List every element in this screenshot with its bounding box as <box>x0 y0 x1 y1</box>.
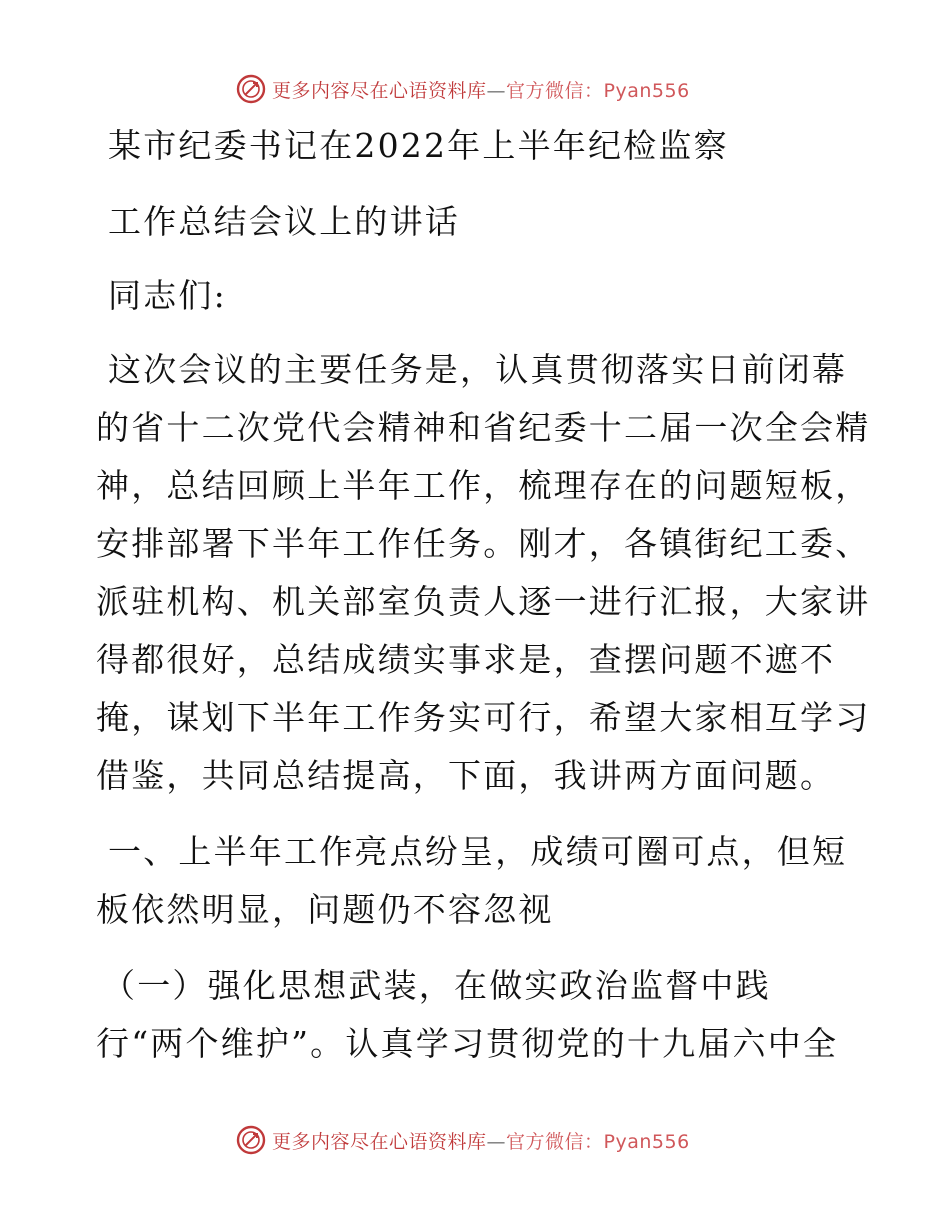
salutation: 同志们: <box>108 276 227 315</box>
watermark-banner-top <box>236 72 690 106</box>
paragraph-line: 的省十二次党代会精神和省纪委十二届一次全会精 <box>96 408 871 447</box>
seal-logo-icon <box>236 74 266 104</box>
paragraph-line: 这次会议的主要任务是，认真贯彻落实日前闭幕 <box>108 350 848 389</box>
section-heading-line: 一、上半年工作亮点纷呈，成绩可圈可点，但短 <box>108 832 848 871</box>
watermark-text: 更多内容尽在心语资料库—官方微信：Pyan556 <box>272 1130 690 1153</box>
document-title-line-2: 工作总结会议上的讲话 <box>108 202 460 241</box>
subsection-heading-line: （一）强化思想武装，在做实政治监督中践 <box>102 966 771 1005</box>
section-heading-line: 板依然明显，问题仍不容忽视 <box>96 890 554 929</box>
document-title-line-1: 某市纪委书记在2022年上半年纪检监察 <box>108 126 729 165</box>
watermark-text: 更多内容尽在心语资料库—官方微信：Pyan556 <box>272 79 690 102</box>
watermark-banner-bottom <box>236 1123 690 1157</box>
subsection-heading-line: 行“两个维护”。认真学习贯彻党的十九届六中全 <box>96 1024 839 1063</box>
paragraph-line: 神，总结回顾上半年工作，梳理存在的问题短板， <box>96 466 871 505</box>
paragraph-line: 得都很好，总结成绩实事求是，查摆问题不遮不 <box>96 640 836 679</box>
paragraph-line: 安排部署下半年工作任务。刚才，各镇街纪工委、 <box>96 524 871 563</box>
paragraph-line: 借鉴，共同总结提高，下面，我讲两方面问题。 <box>96 756 836 795</box>
paragraph-line: 派驻机构、机关部室负责人逐一进行汇报，大家讲 <box>96 582 871 621</box>
seal-logo-icon <box>236 1125 266 1155</box>
paragraph-line: 掩，谋划下半年工作务实可行，希望大家相互学习 <box>96 698 871 737</box>
